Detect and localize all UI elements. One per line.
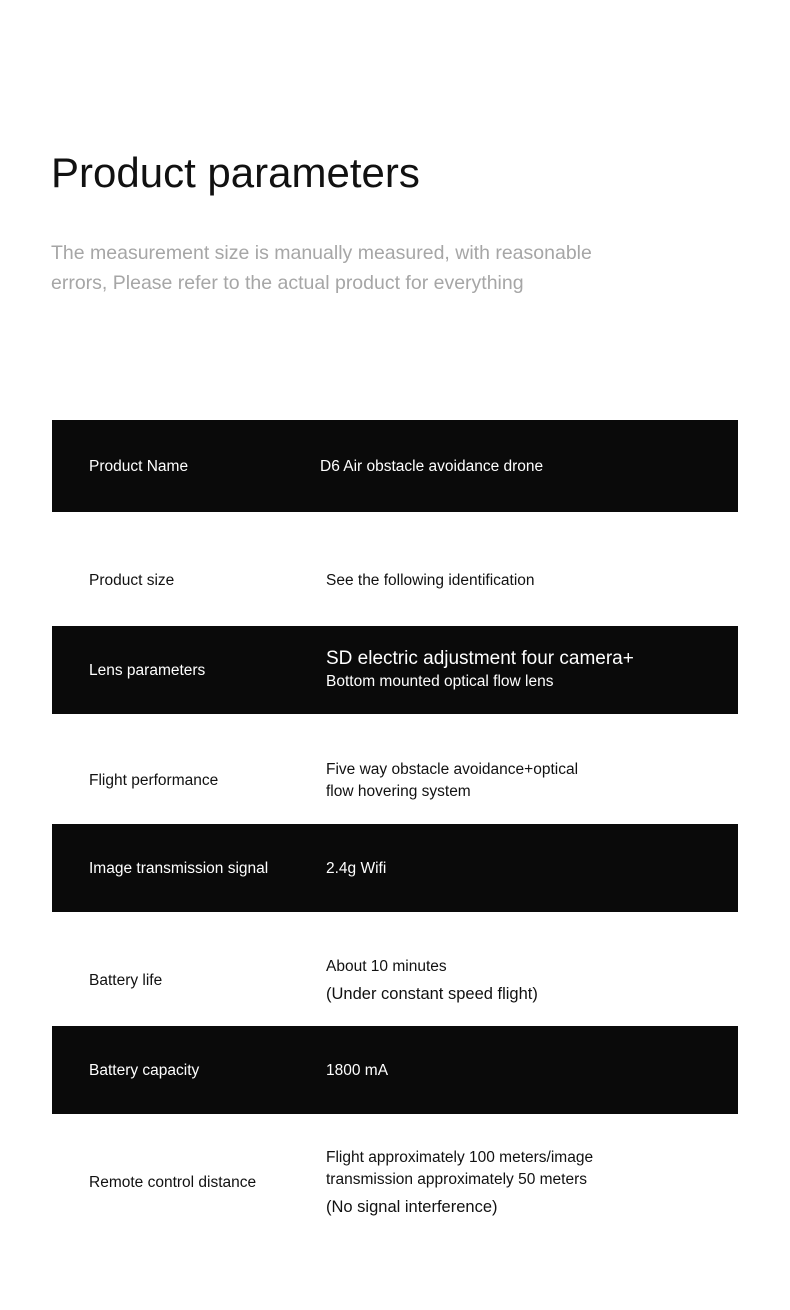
table-row (52, 934, 738, 1026)
spec-value (320, 858, 738, 879)
page-title: Product parameters (51, 149, 420, 196)
spec-value-extra: (No signal interference) (326, 1197, 498, 1216)
table-row (52, 824, 738, 912)
spec-label: Lens parameters (89, 661, 206, 679)
spec-label: Battery life (89, 971, 163, 989)
row-separator (52, 912, 738, 934)
spec-value-line2: Bottom mounted optical flow lens (326, 673, 554, 690)
spec-value-line1: 2.4g Wifi (326, 859, 387, 877)
table-row (52, 1136, 738, 1228)
table-row (52, 534, 738, 626)
spec-value-line2: transmission approximately 50 meters (326, 1170, 588, 1188)
spec-value-line1: D6 Air obstacle avoidance drone (320, 457, 544, 475)
page-subtitle: The measurement size is manually measured, with reasonable errors, Please refer to the actual product for everything (51, 242, 592, 294)
spec-label: Battery capacity (89, 1061, 200, 1079)
table-row (52, 736, 738, 824)
spec-value (320, 1060, 738, 1081)
spec-value (320, 1147, 738, 1218)
table-row (52, 1026, 738, 1114)
spec-value-line1: Five way obstacle avoidance+optical (326, 760, 579, 778)
spec-value-extra: (Under constant speed flight) (326, 984, 538, 1003)
spec-value-line1: SD electric adjustment four camera+ (326, 648, 634, 669)
row-separator (52, 512, 738, 534)
row-separator (52, 1114, 738, 1136)
table-row (52, 420, 738, 512)
spec-value (320, 570, 738, 591)
spec-value (320, 759, 738, 802)
spec-value (320, 456, 738, 477)
spec-value-line1: Flight approximately 100 meters/image (326, 1148, 594, 1166)
spec-label: Image transmission signal (89, 859, 269, 877)
spec-label: Remote control distance (89, 1173, 257, 1191)
spec-value-line1: See the following identification (326, 571, 535, 589)
spec-label: Product size (89, 571, 175, 589)
spec-label: Product Name (89, 457, 189, 475)
row-separator (52, 714, 738, 736)
specifications-table (52, 420, 738, 1228)
spec-value-line1: 1800 mA (326, 1061, 389, 1079)
spec-label: Flight performance (89, 771, 219, 789)
spec-value-line1: About 10 minutes (326, 957, 447, 975)
table-row (52, 626, 738, 714)
spec-value (320, 956, 738, 1005)
spec-value (320, 648, 738, 692)
spec-value-line2: flow hovering system (326, 782, 471, 800)
